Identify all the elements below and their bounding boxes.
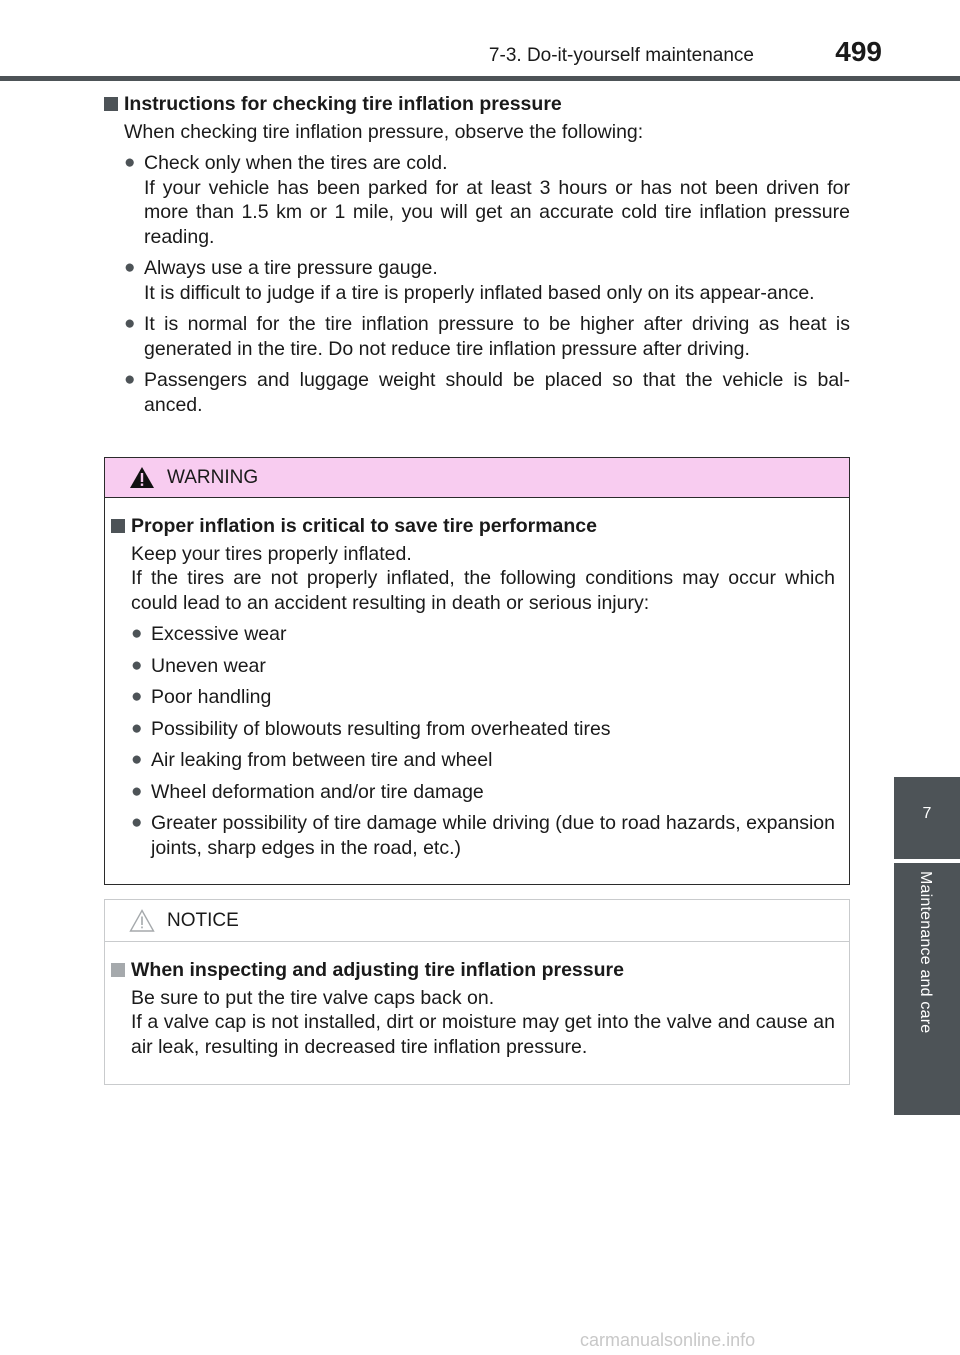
warning-item: Poor handling <box>151 686 272 708</box>
warning-item: Excessive wear <box>151 623 287 645</box>
bullet-lead: Passengers and luggage weight should be placed so that the vehicle is bal-anced. <box>144 369 850 416</box>
list-item <box>111 780 835 805</box>
notice-line1: Be sure to put the tire valve caps back on. <box>131 986 495 1009</box>
notice-header <box>105 900 849 942</box>
warning-intro-line2: If the tires are not properly inflated, the following conditions may occur which could lead to an accident resulting in death or serious injury: <box>131 567 835 614</box>
chapter-tab-title: Maintenance and care <box>917 871 934 1034</box>
instructions-heading <box>104 92 850 117</box>
circle-bullet-icon: ● <box>124 152 136 173</box>
warning-item: Possibility of blowouts resulting from overheated tires <box>151 717 611 740</box>
warning-item: Uneven wear <box>151 654 266 677</box>
instructions-heading-text: Instructions for checking tire inflation pressure <box>124 93 562 115</box>
circle-bullet-icon: ● <box>131 686 143 707</box>
instructions-intro: When checking tire inflation pressure, observe the following: <box>124 120 644 143</box>
bullet-lead: It is normal for the tire inflation pressure to be higher after driving as heat is generated in the tire. Do not reduce tire inflation pressure after driving. <box>144 313 850 360</box>
warning-intro-line1: Keep your tires properly inflated. <box>131 542 412 565</box>
chapter-tab-label <box>894 863 960 1115</box>
notice-label: NOTICE <box>167 909 239 931</box>
notice-heading-text: When inspecting and adjusting tire inflation pressure <box>131 959 624 981</box>
circle-bullet-icon: ● <box>131 780 143 802</box>
warning-label: WARNING <box>167 466 259 488</box>
circle-bullet-icon: ● <box>131 654 143 676</box>
bullet-lead: Always use a tire pressure gauge. <box>144 257 438 279</box>
list-item <box>111 748 835 773</box>
list-item <box>111 622 835 647</box>
instructions-section <box>104 92 850 424</box>
notice-heading <box>111 958 835 983</box>
warning-item: Wheel deformation and/or tire damage <box>151 780 484 803</box>
watermark: carmanualsonline.info <box>580 1330 756 1350</box>
caution-triangle-icon <box>129 909 155 932</box>
circle-bullet-icon: ● <box>124 257 136 278</box>
list-item <box>111 811 835 860</box>
notice-body <box>105 942 849 1059</box>
circle-bullet-icon: ● <box>131 717 143 739</box>
circle-bullet-icon: ● <box>131 749 143 770</box>
bullet-text: If your vehicle has been parked for at least 3 hours or has not been driven for more than 1.5 km or 1 mile, you will get an accurate cold tire inflation pressure reading. <box>144 176 850 248</box>
warning-item: Greater possibility of tire damage while driving (due to road hazards, expansion joints, sharp edges in the road, etc.) <box>151 812 835 859</box>
page-number: 499 <box>835 36 882 67</box>
notice-box <box>104 899 850 1085</box>
list-item <box>111 685 835 710</box>
circle-bullet-icon: ● <box>124 313 136 334</box>
list-item <box>111 654 835 679</box>
warning-heading-text: Proper inflation is critical to save tire performance <box>131 515 597 537</box>
warning-body <box>105 498 849 860</box>
warning-header <box>105 458 849 498</box>
header-section-title: 7-3. Do-it-yourself maintenance <box>488 45 754 66</box>
chapter-tab-number: 7 <box>894 777 960 859</box>
list-item <box>104 151 850 249</box>
circle-bullet-icon: ● <box>131 623 143 644</box>
circle-bullet-icon: ● <box>124 369 136 390</box>
bullet-text: It is difficult to judge if a tire is properly inflated based only on its appear-ance. <box>144 281 815 304</box>
header-rule <box>0 76 960 81</box>
warning-box <box>104 457 850 885</box>
circle-bullet-icon: ● <box>131 812 143 833</box>
warning-item: Air leaking from between tire and wheel <box>151 749 493 771</box>
list-item <box>111 717 835 742</box>
notice-line2: If a valve cap is not installed, dirt or moisture may get into the valve and cause an air leak, resulting in decreased tire inflation pressure. <box>131 1011 835 1058</box>
warning-triangle-icon <box>129 466 155 489</box>
warning-heading <box>111 514 835 539</box>
bullet-lead: Check only when the tires are cold. <box>144 152 448 174</box>
list-item <box>104 256 850 305</box>
list-item <box>104 368 850 417</box>
square-bullet-icon <box>111 519 125 533</box>
square-bullet-icon <box>104 97 118 111</box>
list-item <box>104 312 850 361</box>
square-bullet-icon <box>111 963 125 977</box>
